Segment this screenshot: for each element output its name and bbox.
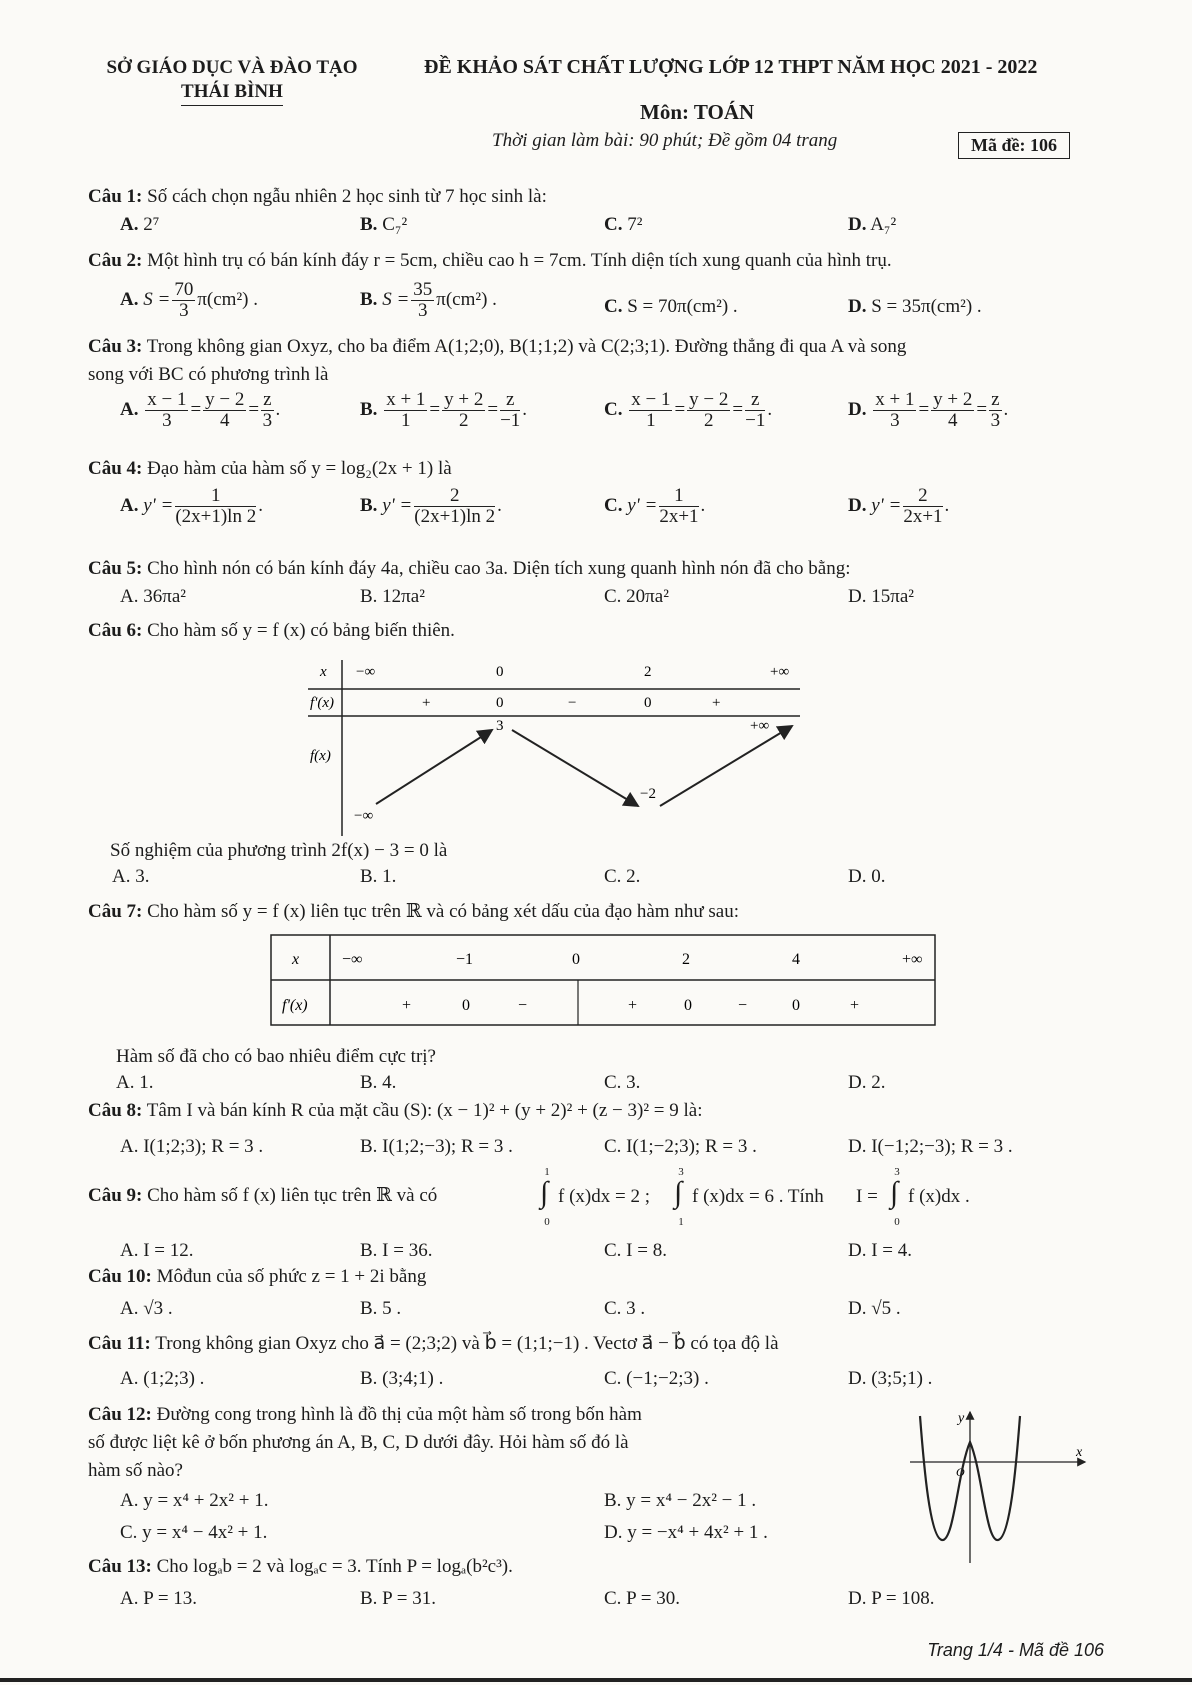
q9-option-b: B. I = 36. [360,1240,433,1261]
exam-code-box: Mã đề: 106 [958,132,1070,159]
question-11: Câu 11: Trong không gian Oxyz cho a⃗ = (2;3;2) và b⃗ = (1;1;−1) . Vectơ a⃗ − b⃗ có tọa độ là [88,1333,779,1354]
q8-option-c: C. I(1;−2;3); R = 3 . [604,1136,757,1157]
q8-option-b: B. I(1;2;−3); R = 3 . [360,1136,513,1157]
fprime-row-label: f'(x) [282,997,308,1014]
question-6: Câu 6: Cho hàm số y = f (x) có bảng biến thiên. [88,620,455,641]
q2-option-c: C. S = 70π(cm²) . [604,296,738,317]
page-bottom-border [0,1678,1192,1682]
q3-option-d: D. $\frac{x + 1}{3}$ = $\frac{y + 2}{4}$ = $\frac{z}{3}$ . [848,389,1009,431]
q7-option-a: A. 1. [116,1072,154,1093]
question-10: Câu 10: Môđun của số phức z = 1 + 2i bằng [88,1266,427,1287]
q1-option-a: A. 2⁷ [120,214,160,235]
q12-option-c: C. y = x⁴ − 4x² + 1. [120,1522,268,1543]
f-value: −∞ [354,808,374,824]
q2-option-a: A. S = $\frac{70}{3}$ π(cm²) . [120,279,258,321]
question-5: Câu 5: Cho hình nón có bán kính đáy 4a, chiều cao 3a. Diện tích xung quanh hình nón đã cho bằng: [88,558,851,579]
q6-option-b: B. 1. [360,866,397,887]
question-3-continued: song với BC có phương trình là [88,364,329,385]
exam-subject: Môn: TOÁN [640,100,755,124]
q2-option-d: D. S = 35π(cm²) . [848,296,982,317]
question-8: Câu 8: Tâm I và bán kính R của mặt cầu (S): (x − 1)² + (y + 2)² + (z − 3)² = 9 là: [88,1100,703,1121]
q5-option-d: D. 15πa² [848,586,914,607]
q7-option-c: C. 3. [604,1072,641,1093]
x-value: −1 [456,951,474,968]
q4-option-b: B. y' = $\frac{2}{(2x+1)\ln 2}$ . [360,485,502,527]
q6-option-c: C. 2. [604,866,641,887]
variation-table [300,656,810,838]
question-3: Câu 3: Trong không gian Oxyz, cho ba điểm A(1;2;0), B(1;1;2) và C(2;3;1). Đường thẳng đi qua A và song [88,336,907,357]
sign: + [402,997,412,1014]
q7-option-b: B. 4. [360,1072,397,1093]
f-value: −2 [640,786,656,802]
q7-option-d: D. 2. [848,1072,886,1093]
sign: 0 [644,695,652,711]
q12-option-a: A. y = x⁴ + 2x² + 1. [120,1490,269,1511]
integral-lower: 0 [894,1216,900,1228]
q10-option-c: C. 3 . [604,1298,646,1319]
sign: − [568,695,577,711]
sign: + [850,997,860,1014]
fprime-row-label: f'(x) [310,695,335,711]
question-text: Số cách chọn ngẫu nhiên 2 học sinh từ 7 học sinh là: [147,186,547,207]
question-2: Câu 2: Một hình trụ có bán kính đáy r = 5cm, chiều cao h = 7cm. Tính diện tích xung quanh của hình trụ. [88,250,892,271]
q5-option-b: B. 12πa² [360,586,425,607]
q13-option-d: D. P = 108. [848,1588,935,1609]
q9-option-a: A. I = 12. [120,1240,194,1261]
x-value: 0 [572,951,580,968]
x-value: +∞ [770,664,790,680]
origin-label: O [956,1465,965,1479]
question-6-prompt: Số nghiệm của phương trình 2f(x) − 3 = 0 là [110,840,448,861]
question-label: Câu 1: [88,186,143,207]
q3-option-a: A. $\frac{x - 1}{3}$ = $\frac{y - 2}{4}$ = $\frac{z}{3}$ . [120,389,281,431]
q10-option-a: A. √3 . [120,1298,173,1319]
q5-option-a: A. 36πa² [120,586,186,607]
x-axis-label: x [1076,1445,1083,1460]
q10-option-d: D. √5 . [848,1298,901,1319]
sign: + [712,695,721,711]
q13-option-a: A. P = 13. [120,1588,198,1609]
integral-2: f (x)dx = 6 . Tính [692,1186,824,1207]
question-13: Câu 13: Cho logₐb = 2 và logₐc = 3. Tính P = logₐ(b²c³). [88,1556,513,1577]
integral-lower: 0 [544,1216,550,1228]
department-header [92,56,372,106]
q3-option-c: C. $\frac{x - 1}{1}$ = $\frac{y - 2}{2}$ = $\frac{z}{-1}$ . [604,389,773,431]
x-row-label: x [320,664,327,680]
question-12: Câu 12: Đường cong trong hình là đồ thị của một hàm số trong bốn hàm [88,1404,642,1425]
f-value: 3 [496,718,504,734]
province-name: THÁI BÌNH [181,80,283,106]
integral-upper: 3 [894,1166,900,1178]
sign: − [518,997,528,1014]
q2-option-b: B. S = $\frac{35}{3}$ π(cm²) . [360,279,497,321]
q12-option-d: D. y = −x⁴ + 4x² + 1 . [604,1522,768,1543]
x-value: −∞ [356,664,376,680]
integral-1: f (x)dx = 2 ; [558,1186,650,1207]
integral-3: f (x)dx . [908,1186,970,1207]
q13-option-b: B. P = 31. [360,1588,436,1609]
q4-option-a: A. y' = $\frac{1}{(2x+1)\ln 2}$ . [120,485,263,527]
q11-option-d: D. (3;5;1) . [848,1368,933,1389]
q1-option-d: D. A₇² [848,214,897,235]
x-row-label: x [292,951,300,968]
q13-option-c: C. P = 30. [604,1588,680,1609]
sign: 0 [462,997,470,1014]
question-7: Câu 7: Cho hàm số y = f (x) liên tục trên ℝ và có bảng xét dấu của đạo hàm như sau: [88,901,739,922]
function-graph [900,1408,1090,1568]
sign: 0 [684,997,692,1014]
integral-upper: 1 [544,1166,550,1178]
sign: + [422,695,431,711]
q9-option-d: D. I = 4. [848,1240,913,1261]
sign: 0 [792,997,800,1014]
x-value: +∞ [902,951,923,968]
question-12-line3: hàm số nào? [88,1460,183,1481]
integral-sign: ∫ [890,1176,899,1209]
exam-time-note: Thời gian làm bài: 90 phút; Đề gồm 04 trang [492,130,838,151]
question-4: Câu 4: Đạo hàm của hàm số y = log₂(2x + 1) là [88,458,452,479]
question-1 [88,186,547,208]
question-9: Câu 9: Cho hàm số f (x) liên tục trên ℝ và có [88,1185,438,1206]
integral-upper: 3 [678,1166,684,1178]
q6-option-a: A. 3. [112,866,150,887]
sign: 0 [496,695,504,711]
y-axis-label: y [958,1411,965,1426]
q6-option-d: D. 0. [848,866,886,887]
exam-title: ĐỀ KHẢO SÁT CHẤT LƯỢNG LỚP 12 THPT NĂM HỌC 2021 - 2022 [424,56,1038,78]
page-footer: Trang 1/4 - Mã đề 106 [927,1640,1104,1660]
x-value: −∞ [342,951,363,968]
q11-option-c: C. (−1;−2;3) . [604,1368,709,1389]
q12-option-b: B. y = x⁴ − 2x² − 1 . [604,1490,757,1511]
department-name: SỞ GIÁO DỤC VÀ ĐÀO TẠO [106,57,358,78]
q9-option-c: C. I = 8. [604,1240,667,1261]
question-7-prompt: Hàm số đã cho có bao nhiêu điểm cực trị? [116,1046,436,1067]
x-value: 2 [644,664,652,680]
x-value: 0 [496,664,504,680]
integral-sign: ∫ [674,1176,683,1209]
q4-option-d: D. y' = $\frac{2}{2x+1}$ . [848,485,950,527]
q8-option-a: A. I(1;2;3); R = 3 . [120,1136,264,1157]
integral-sign: ∫ [540,1176,549,1209]
x-value: 4 [792,951,800,968]
sign: − [738,997,748,1014]
q11-option-b: B. (3;4;1) . [360,1368,444,1389]
integral-3-prefix: I = [856,1186,878,1207]
integral-lower: 1 [678,1216,684,1228]
q1-option-c: C. 7² [604,214,643,235]
q11-option-a: A. (1;2;3) . [120,1368,205,1389]
q10-option-b: B. 5 . [360,1298,402,1319]
f-row-label: f(x) [310,748,331,764]
sign: + [628,997,638,1014]
q1-option-b: B. C₇² [360,214,408,235]
q4-option-c: C. y' = $\frac{1}{2x+1}$ . [604,485,706,527]
q3-option-b: B. $\frac{x + 1}{1}$ = $\frac{y + 2}{2}$ = $\frac{z}{-1}$ . [360,389,528,431]
question-12-line2: số được liệt kê ở bốn phương án A, B, C, D dưới đây. Hỏi hàm số đó là [88,1432,629,1453]
q8-option-d: D. I(−1;2;−3); R = 3 . [848,1136,1013,1157]
sign-table [270,934,936,1026]
q5-option-c: C. 20πa² [604,586,669,607]
x-value: 2 [682,951,690,968]
f-value: +∞ [750,718,770,734]
